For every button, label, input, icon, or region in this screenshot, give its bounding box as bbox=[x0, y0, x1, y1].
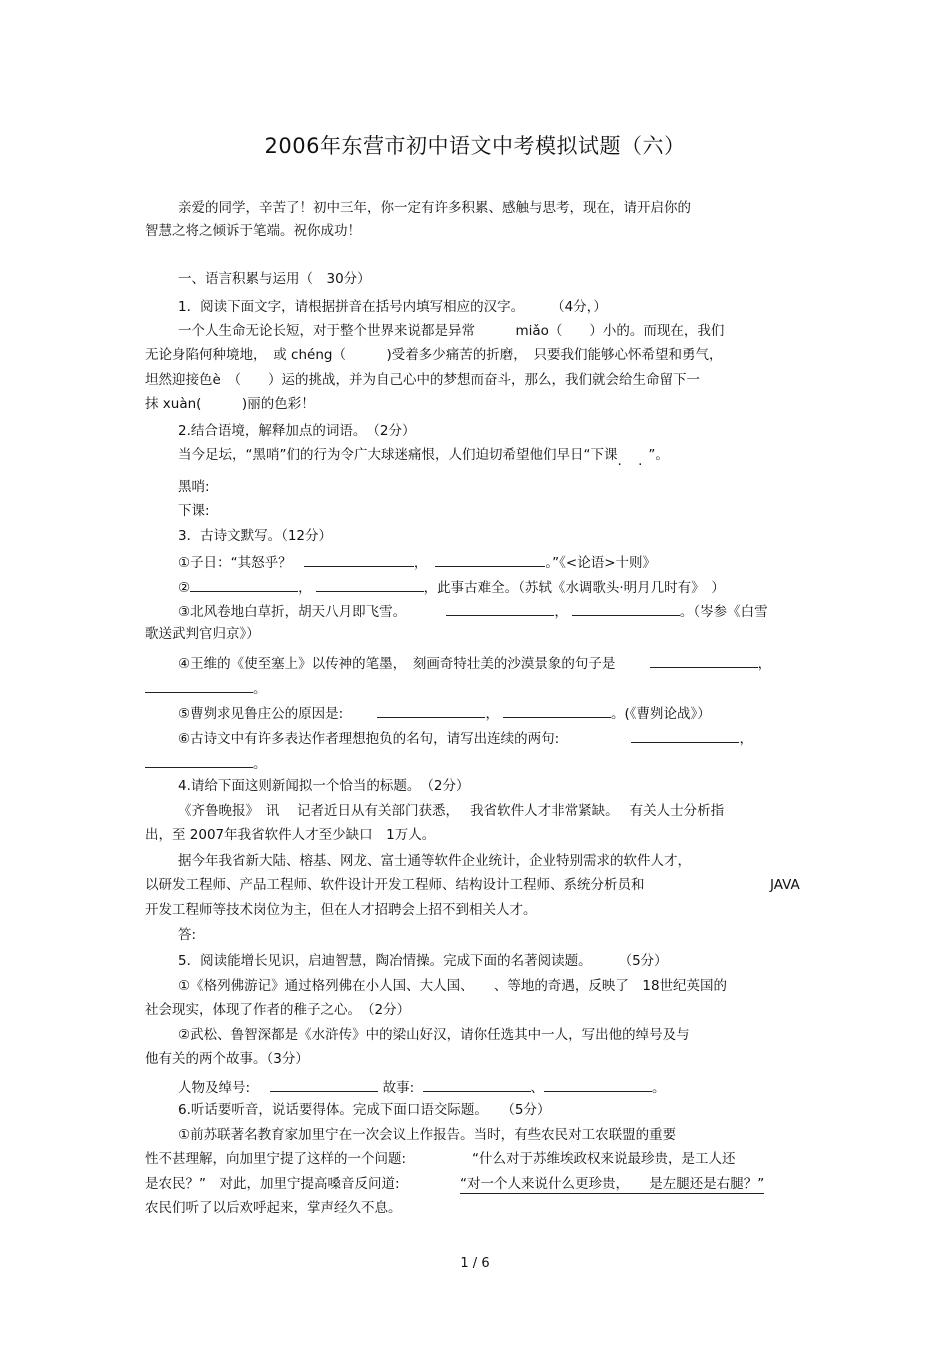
q4-java-text: JAVA bbox=[770, 877, 800, 893]
q6-line-4: 农民们听了以后欢呼起来，掌声经久不息。 bbox=[145, 1200, 402, 1216]
q2-answer-xiake: 下课: bbox=[178, 503, 210, 519]
q1-line-1: 一个人生命无论长短，对于整个世界来说都是异常 miǎo（ ）小的。而现在，我们 bbox=[178, 323, 725, 339]
answer-blank[interactable] bbox=[435, 552, 545, 567]
q3-item-6 bbox=[178, 728, 753, 748]
q6-line-2a: 性不甚理解，向加里宁提了这样的一个问题: bbox=[145, 1151, 407, 1167]
q5-sub-1-line-1: ①《格列佛游记》通过格列佛在小人国、大人国、 、等地的奇遇，反映了 18世纪英国的 bbox=[178, 978, 728, 994]
q6-underlined-quote bbox=[460, 1175, 764, 1193]
intro-line-1: 亲爱的同学，辛苦了！初中三年，你一定有许多积累、感触与思考，现在，请开启你的 bbox=[178, 200, 691, 216]
q3-item-3-source: 。（岑参《白雪 bbox=[679, 604, 768, 620]
q3-item-5-source: 。(《曹刿论战》） bbox=[610, 706, 711, 722]
q2-line-1 bbox=[178, 446, 669, 469]
q5-fill-line bbox=[178, 1077, 666, 1097]
q4-paragraph-line-3: 据今年我省新大陆、榕基、网龙、富士通等软件企业统计，企业特别需求的软件人才， bbox=[178, 853, 691, 869]
q6-line-1: ①前苏联著名教育家加里宁在一次会议上作报告。当时，有些农民对工农联盟的重要 bbox=[178, 1127, 677, 1143]
answer-blank[interactable] bbox=[572, 601, 680, 616]
underlined-quote-text: “对一个人来说什么更珍贵， 是左腿还是右腿？” bbox=[460, 1176, 765, 1192]
comma: ， bbox=[739, 731, 753, 747]
q2-text-a: 当今足坛，“黑哨”们的行为令广大球迷痛恨，人们迫切希望他们早日“下课 bbox=[178, 447, 618, 463]
answer-blank[interactable] bbox=[544, 1077, 652, 1092]
q3-item-3 bbox=[178, 601, 768, 621]
period: 。 bbox=[253, 681, 267, 697]
intro-line-2: 智慧之将之倾诉于笔端。祝你成功！ bbox=[145, 223, 361, 239]
q1-line-2: 无论身陷何种境地， 或 chéng（ )受着多少痛苦的折磨， 只要我们能够心怀希望和勇气， bbox=[145, 347, 723, 363]
answer-blank[interactable] bbox=[650, 653, 758, 668]
q3-heading: 3．古诗文默写。（12分） bbox=[178, 528, 333, 544]
q4-paragraph-line-1: 《齐鲁晚报》 讯 记者近日从有关部门获悉， 我省软件人才非常紧缺。 有关人士分析指 bbox=[178, 803, 725, 819]
answer-blank[interactable] bbox=[145, 678, 253, 693]
q5-sub-2-line-1: ②武松、鲁智深都是《水浒传》中的梁山好汉，请你任选其中一人，写出他的绰号及与 bbox=[178, 1027, 690, 1043]
q3-item-6-continued bbox=[145, 753, 267, 773]
q3-item-2 bbox=[178, 577, 725, 597]
q4-paragraph-line-2: 出，至 2007年我省软件人才至少缺口 1万人。 bbox=[145, 827, 436, 843]
story-label: 故事: bbox=[382, 1080, 415, 1096]
q4-heading: 4.请给下面这则新闻拟一个恰当的标题。 （2分） bbox=[178, 778, 470, 794]
q5-heading: 5．阅读能增长见识，启迪智慧，陶冶情操。完成下面的名著阅读题。 （5分） bbox=[178, 953, 668, 969]
q3-item-3-text: ③北风卷地白草折，胡天八月即飞雪。 bbox=[178, 604, 407, 620]
answer-blank[interactable] bbox=[631, 728, 739, 743]
answer-blank[interactable] bbox=[145, 753, 253, 768]
q3-item-2-number: ② bbox=[178, 580, 191, 596]
answer-blank[interactable] bbox=[190, 577, 298, 592]
answer-blank[interactable] bbox=[423, 1077, 531, 1092]
q1-line-3: 坦然迎接色è （ ）运的挑战，并为自己心中的梦想而奋斗，那么，我们就会给生命留下一 bbox=[145, 372, 701, 388]
q3-item-4-text: ④王维的《使至塞上》以传神的笔墨， 刻画奇特壮美的沙漠景象的句子是 bbox=[178, 656, 616, 672]
emphasis-dots: . . bbox=[617, 453, 649, 469]
q3-item-3-continued: 歌送武判官归京》） bbox=[145, 626, 260, 642]
period: 。 bbox=[253, 756, 267, 772]
answer-blank[interactable] bbox=[304, 552, 414, 567]
comma: ， bbox=[298, 580, 312, 596]
q3-item-1 bbox=[178, 552, 656, 572]
comma: ， bbox=[757, 656, 772, 672]
q5-sub-1-line-2: 社会现实，体现了作者的稚子之心。 （2分） bbox=[145, 1002, 411, 1018]
q4-paragraph-line-4: 以研发工程师、产品工程师、软件设计开发工程师、结构设计工程师、系统分析员和 bbox=[145, 877, 645, 893]
q3-item-4 bbox=[178, 653, 771, 673]
q6-line-3a: 是农民？” 对此，加里宁提高嗓音反问道: bbox=[145, 1176, 400, 1192]
q3-item-1-source: 。”《<论语>十则》 bbox=[545, 555, 657, 571]
q6-line-2b: “什么对于苏维埃政权来说最珍贵，是工人还 bbox=[472, 1151, 736, 1167]
q5-sub-2-line-2: 他有关的两个故事。（3分） bbox=[145, 1051, 309, 1067]
q1-heading: 1．阅读下面文字，请根据拼音在括号内填写相应的汉字。 （4分，） bbox=[178, 299, 607, 315]
answer-blank[interactable] bbox=[446, 601, 554, 616]
period: 。 bbox=[652, 1080, 666, 1096]
q3-item-5-text: ⑤曹刿求见鲁庄公的原因是: bbox=[178, 706, 344, 722]
q6-heading: 6.听话要听音，说话要得体。完成下面口语交际题。 （5分） bbox=[178, 1102, 551, 1118]
character-nickname-label: 人物及绰号: bbox=[178, 1080, 251, 1096]
q4-answer-label: 答: bbox=[178, 927, 197, 943]
q3-item-2-source: ，此事古难全。（苏轼《水调歌头·明月几时有》 ） bbox=[423, 580, 725, 596]
q4-paragraph-line-5: 开发工程师等技术岗位为主，但在人才招聘会上招不到相关人才。 bbox=[145, 902, 537, 918]
q1-line-4: 抹 xuàn( )丽的色彩！ bbox=[145, 396, 315, 412]
document-title: 2006年东营市初中语文中考模拟试题（六） bbox=[264, 134, 686, 158]
section-1-heading: 一、语言积累与运用（ 30分） bbox=[178, 271, 371, 287]
q2-answer-heishao: 黑哨: bbox=[178, 479, 210, 495]
q3-item-4-continued bbox=[145, 678, 267, 698]
q3-item-6-text: ⑥古诗文中有许多表达作者理想抱负的名句，请写出连续的两句: bbox=[178, 731, 560, 747]
answer-blank[interactable] bbox=[503, 703, 611, 718]
comma: ， bbox=[485, 706, 499, 722]
q2-text-b: ”。 bbox=[648, 447, 669, 463]
answer-blank[interactable] bbox=[270, 1077, 378, 1092]
answer-blank[interactable] bbox=[316, 577, 424, 592]
comma: ， bbox=[413, 555, 428, 571]
answer-blank[interactable] bbox=[377, 703, 485, 718]
comma: ， bbox=[554, 604, 568, 620]
page-number: 1 / 6 bbox=[460, 1256, 490, 1271]
q3-item-1-text: ①子日：“其怒乎？ bbox=[178, 555, 292, 571]
q2-heading: 2.结合语境，解释加点的词语。 （2分） bbox=[178, 423, 416, 439]
separator: 、 bbox=[530, 1080, 545, 1096]
q3-item-5 bbox=[178, 703, 711, 723]
